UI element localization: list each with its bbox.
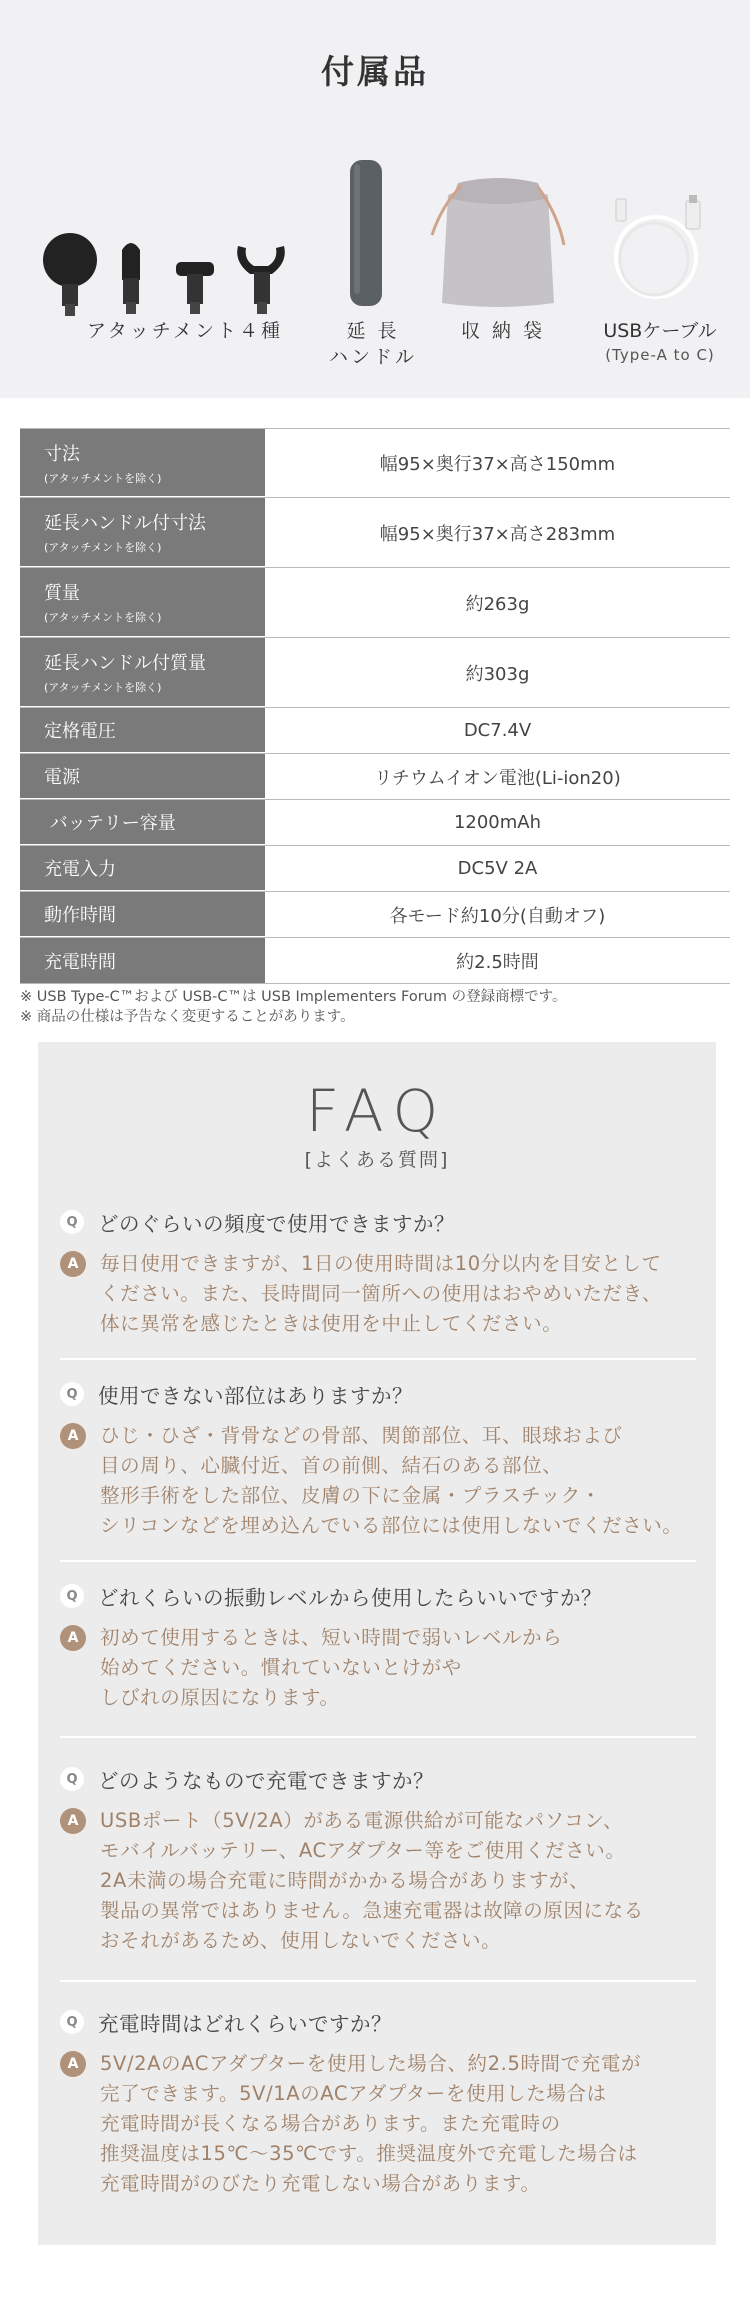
spec-table: [20, 428, 730, 984]
faq-item: [60, 1764, 700, 1956]
faq-answer: 5V/2AのACアダプターを使用した場合、約2.5時間で充電が 完了できます。5V/1AのACアダプターを使用した場合は 充電時間が長くなる場合があります。また充電時の 推奨温度は15℃〜35℃です。推奨温度外で充電した場合は 充電時間がのびたり充電しない場合があります。: [100, 2052, 642, 2195]
answer-icon: A: [60, 1251, 86, 1277]
faq-answer: 毎日使用できますが、1日の使用時間は10分以内を目安として ください。また、長時間同一箇所への使用はおやめいただき、 体に異常を感じたときは使用を中止してください。: [100, 1252, 663, 1335]
faq-question: 使用できない部位はありますか？: [98, 1384, 413, 1408]
faq-item: [60, 1207, 700, 1339]
faq-question: 充電時間はどれくらいですか？: [98, 2012, 392, 2036]
spec-value: 約2.5時間: [456, 951, 539, 973]
question-icon: Q: [60, 1584, 84, 1608]
faq-question: どのようなもので充電できますか？: [98, 1769, 434, 1793]
spec-note: ※ 商品の仕様は予告なく変更することがあります。: [20, 1009, 355, 1025]
spec-value: 1200mAh: [453, 812, 542, 833]
faq-answer: 初めて使用するときは、短い時間で弱いレベルから 始めてください。慣れていないとけがや しびれの原因になります。: [100, 1626, 563, 1709]
faq-section: [38, 1042, 716, 2245]
faq-divider: [60, 1980, 696, 1982]
spec-key: 動作時間: [44, 905, 116, 926]
faq-question: どれくらいの振動レベルから使用したらいいですか？: [98, 1586, 602, 1610]
spec-row: [20, 800, 730, 846]
faq-question: どのぐらいの頻度で使用できますか？: [98, 1212, 455, 1236]
extension-handle-image: [346, 158, 386, 308]
spec-key-note: (アタッチメントを除く): [44, 471, 162, 485]
spec-value: リチウムイオン電池(Li-ion20): [374, 767, 621, 789]
accessory-label-usb-cable: USBケーブル: [603, 320, 717, 342]
spec-row: [20, 498, 730, 568]
faq-title: FAQ: [305, 1077, 449, 1145]
storage-pouch-image: [418, 165, 578, 310]
spec-key: 寸法: [44, 443, 80, 465]
faq-divider: [60, 1358, 696, 1360]
answer-icon: A: [60, 2051, 86, 2077]
accessories-section: [0, 0, 750, 398]
spec-key: 充電時間: [44, 951, 116, 973]
question-icon: Q: [60, 1767, 84, 1791]
accessory-sub-usb-cable: (Type-A to C): [605, 346, 715, 364]
answer-icon: A: [60, 1423, 86, 1449]
answer-icon: A: [60, 1625, 86, 1651]
faq-item: [60, 1581, 700, 1713]
spec-value: 各モード約10分(自動オフ): [389, 905, 606, 927]
spec-key: 延長ハンドル付質量: [44, 653, 206, 674]
question-icon: Q: [60, 2010, 84, 2034]
spec-key-note: (アタッチメントを除く): [44, 681, 162, 694]
spec-key: バッテリー容量: [44, 813, 176, 834]
attachments-image: [38, 230, 308, 320]
usb-cable-image: [604, 195, 714, 310]
faq-answer: ひじ・ひざ・背骨などの骨部、関節部位、耳、眼球および 目の周り、心臓付近、首の前側、結石のある部位、 整形手術をした部位、皮膚の下に金属・プラスチック・ シリコンなどを埋め込んでいる部位には使用しないでください。: [100, 1424, 683, 1537]
spec-key: 延長ハンドル付寸法: [44, 513, 206, 534]
spec-row: [20, 638, 730, 708]
spec-key: 電源: [44, 767, 80, 788]
accessory-label-handle: 延 長 ハンドル: [328, 320, 417, 368]
accessory-label-pouch: 収 納 袋: [460, 320, 546, 342]
spec-row: [20, 428, 730, 498]
spec-row: [20, 846, 730, 892]
spec-note: ※ USB Type-C™および USB-C™は USB Implementers Forum の登録商標です。: [20, 989, 567, 1005]
faq-divider: [60, 1736, 696, 1738]
spec-value: DC7.4V: [463, 720, 532, 741]
faq-subtitle: [よくある質問]: [304, 1149, 450, 1171]
spec-value: 約263g: [465, 593, 530, 615]
spec-row: [20, 708, 730, 754]
spec-key-note: (アタッチメントを除く): [44, 541, 162, 554]
spec-notes: [20, 987, 566, 1027]
accessories-title: 付属品: [321, 52, 429, 91]
faq-answer: USBポート（5V/2A）がある電源供給が可能なパソコン、 モバイルバッテリー、ACアダプター等をご使用ください。 2A未満の場合充電に時間がかかる場合がありますが、 製品の異常ではありません。急速充電器は故障の原因になる おそれがあるため、使用しないでください。: [100, 1809, 644, 1952]
spec-value: DC5V 2A: [457, 858, 538, 879]
question-icon: Q: [60, 1210, 84, 1234]
accessory-label-attachments: アタッチメント４種: [87, 320, 283, 342]
spec-value: 幅95×奥行37×高さ150mm: [379, 454, 616, 475]
spec-row: [20, 568, 730, 638]
spec-value: 約303g: [465, 663, 530, 685]
spec-key: 定格電圧: [44, 721, 116, 742]
faq-item: [60, 2007, 700, 2199]
spec-value: 幅95×奥行37×高さ283mm: [379, 523, 616, 545]
faq-item: [60, 1379, 700, 1541]
faq-divider: [60, 1560, 696, 1562]
spec-key-note: (アタッチメントを除く): [44, 611, 162, 624]
question-icon: Q: [60, 1382, 84, 1406]
spec-row: [20, 754, 730, 800]
spec-key: 充電入力: [44, 859, 116, 880]
spec-key: 質量: [44, 583, 80, 604]
answer-icon: A: [60, 1808, 86, 1834]
spec-row: [20, 892, 730, 938]
spec-row: [20, 938, 730, 984]
